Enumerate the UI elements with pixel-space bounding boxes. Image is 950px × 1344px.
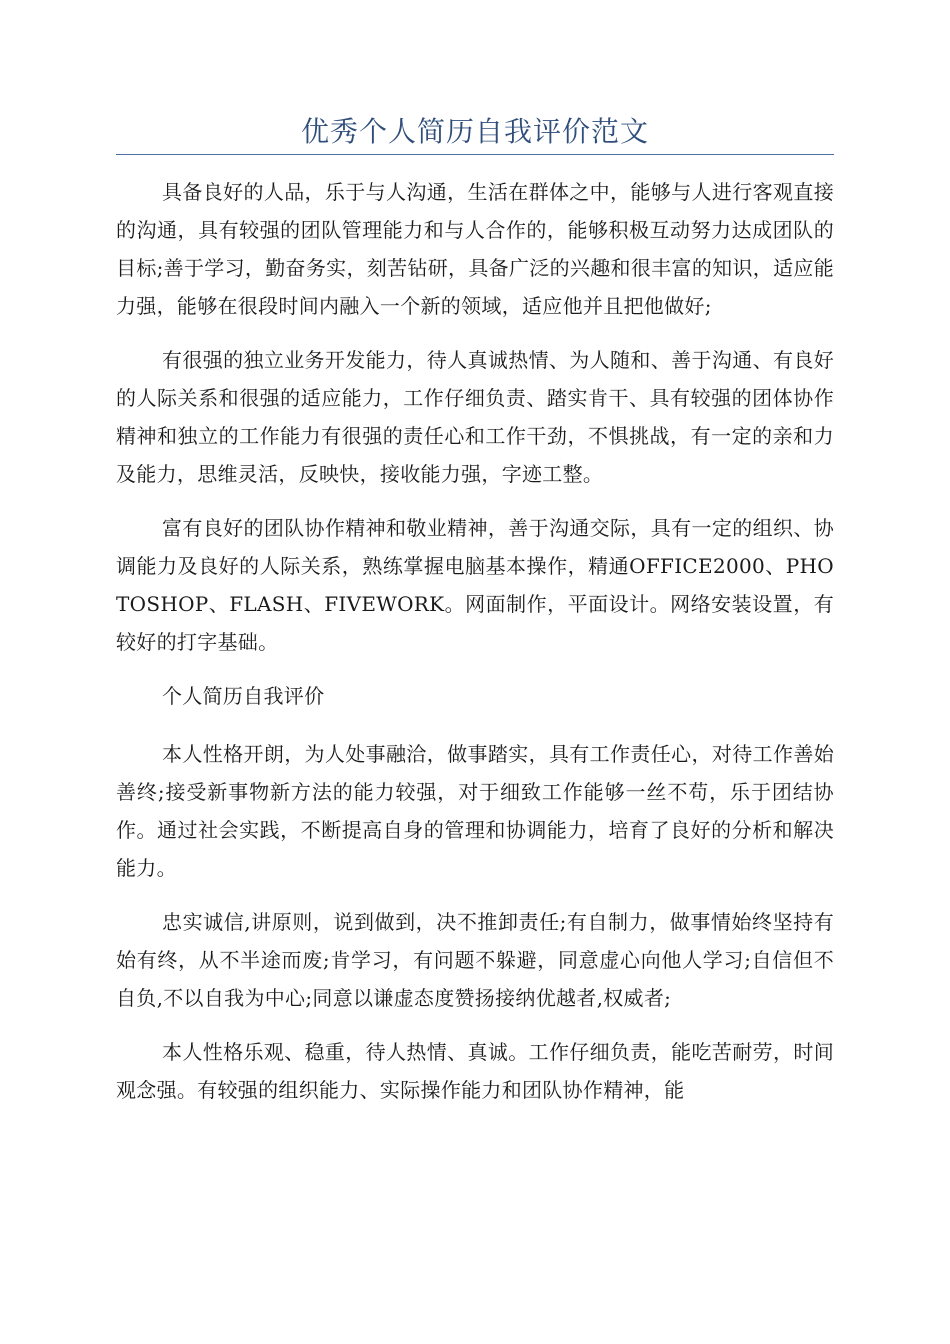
document-title: 优秀个人简历自我评价范文: [300, 115, 649, 148]
paragraph-3: 富有良好的团队协作精神和敬业精神，善于沟通交际，具有一定的组织、协调能力及良好的人际关系，熟练掌握电脑基本操作，精通OFFICE2000、PHOTOSHOP、FLASH、FIVEWORK。网面制作，平面设计。网络安装设置，有较好的打字基础。: [116, 516, 834, 654]
title-underline: [116, 154, 834, 155]
paragraph-4: 本人性格开朗，为人处事融洽，做事踏实，具有工作责任心，对待工作善始善终;接受新事物新方法的能力较强，对于细致工作能够一丝不苟，乐于团结协作。通过社会实践，不断提高自身的管理和协调能力，培育了良好的分析和解决能力。: [116, 742, 834, 880]
paragraph-2: 有很强的独立业务开发能力，待人真诚热情、为人随和、善于沟通、有良好的人际关系和很强的适应能力，工作仔细负责、踏实肯干、具有较强的团体协作精神和独立的工作能力有很强的责任心和工作干劲，不惧挑战，有一定的亲和力及能力，思维灵活，反映快，接收能力强，字迹工整。: [116, 348, 834, 486]
document-body: [116, 173, 834, 1125]
paragraph-1: 具备良好的人品，乐于与人沟通，生活在群体之中，能够与人进行客观直接的沟通，具有较强的团队管理能力和与人合作的，能够积极互动努力达成团队的目标;善于学习，勤奋务实，刻苦钻研，具备广泛的兴趣和很丰富的知识，适应能力强，能够在很段时间内融入一个新的领域，适应他并且把他做好;: [116, 180, 834, 318]
paragraph-5: 忠实诚信,讲原则，说到做到，决不推卸责任;有自制力，做事情始终坚持有始有终，从不半途而废;肯学习，有问题不躲避，同意虚心向他人学习;自信但不自负,不以自我为中心;同意以谦虚态度赞扬接纳优越者,权威者;: [116, 910, 834, 1010]
paragraph-6: 本人性格乐观、稳重，待人热情、真诚。工作仔细负责，能吃苦耐劳，时间观念强。有较强的组织能力、实际操作能力和团队协作精神，能: [116, 1040, 834, 1102]
section-heading: 个人简历自我评价: [162, 684, 325, 708]
